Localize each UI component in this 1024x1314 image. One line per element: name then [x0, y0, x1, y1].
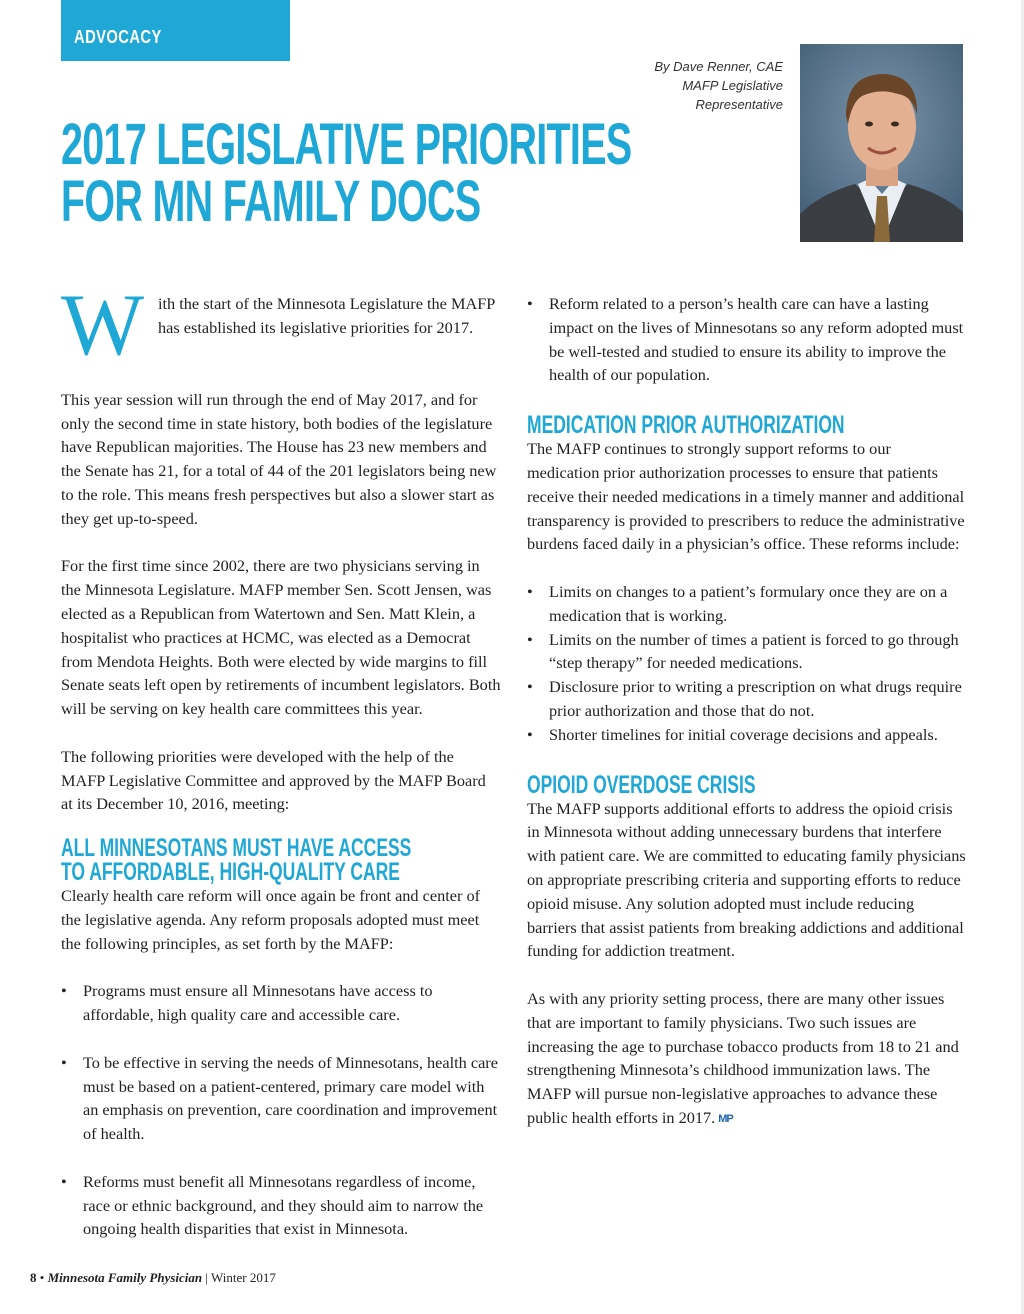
medication-bullets	[527, 580, 967, 747]
access-bullets	[61, 979, 501, 1241]
heading-access-line-1: ALL MINNESOTANS MUST HAVE ACCESS	[61, 834, 412, 863]
page-number: 8	[30, 1270, 37, 1285]
paragraph-reform: Clearly health care reform will once again be front and center of the legislative agenda. Any reform proposals adopted must meet the following principles, as set forth by the MAFP:	[61, 886, 481, 953]
magazine-title: Minnesota Family Physician	[47, 1270, 203, 1285]
paragraph-priorities: The following priorities were developed with the help of the MAFP Legislative Committee and approved by the MAFP Board at its December 10, 2016, meeting:	[61, 746, 486, 814]
list-item: • Disclosure prior to writing a prescription on what drugs require prior authorization and those that do not.	[527, 675, 967, 723]
byline	[654, 57, 783, 114]
paragraph-session: This year session will run through the end of May 2017, and for only the second time in state history, both bodies of the legislature have Republican majorities. The House has 23 new members and the Senate has 21, for a total of 44 of the 201 legislators being new to the role. This means fresh perspectives but also a slower start as they get up-to-speed.	[61, 389, 497, 528]
headline-line-2: FOR MN FAMILY DOCS	[61, 169, 481, 234]
list-item: • Reform related to a person’s health care can have a lasting impact on the lives of Minnesotans so any reform adopted must be well-tested and studied to ensure its ability to improve the health of our population.	[527, 292, 967, 387]
drop-cap: W	[61, 277, 145, 374]
paragraph-other-issues	[527, 987, 967, 1132]
headline-line-1: 2017 LEGISLATIVE PRIORITIES	[61, 112, 632, 177]
heading-medication: MEDICATION PRIOR AUTHORIZATION	[527, 411, 845, 440]
list-item: • Shorter timelines for initial coverage decisions and appeals.	[527, 723, 967, 747]
list-item: • To be effective in serving the needs of Minnesotans, health care must be based on a patient-centered, primary care model with an emphasis on prevention, care coordination and improvement of health.	[61, 1051, 501, 1146]
section-label: ADVOCACY	[74, 27, 162, 47]
paragraph-medication: The MAFP continues to strongly support reforms to our medication prior authorization processes to ensure that patients receive their needed medications in a timely manner and additional transparency is provided to prescribers to reduce the administrative burdens faced daily in a physician’s office. These reforms include:	[527, 439, 965, 554]
intro-text: ith the start of the Minnesota Legislature the MAFP has established its legislative priorities for 2017.	[158, 294, 495, 337]
page-footer	[30, 1270, 276, 1286]
list-item: • Limits on the number of times a patient is forced to go through “step therapy” for needed medications.	[527, 628, 967, 676]
heading-opioid: OPIOID OVERDOSE CRISIS	[527, 770, 756, 799]
section-tab	[61, 0, 290, 61]
reform-bullet	[527, 292, 967, 387]
heading-access-line-2: TO AFFORDABLE, HIGH-QUALITY CARE	[61, 858, 400, 887]
issue-date: Winter 2017	[211, 1270, 276, 1285]
right-column	[527, 292, 967, 1156]
list-item: • Reforms must benefit all Minnesotans regardless of income, race or ethnic background, and they should aim to narrow the ongoing health disparities that exist in Minnesota.	[61, 1170, 501, 1241]
headline	[61, 112, 632, 234]
paragraph-opioid: The MAFP supports additional efforts to address the opioid crisis in Minnesota without adding unnecessary burdens that interfere with patient care. We are committed to educating family physicians on appropriate prescribing criteria and supporting efforts to reduce opioid misuse. Any solution adopted must include reducing barriers that assist patients from breaking addictions and additional funding for addiction treatment.	[527, 798, 966, 961]
author-photo	[800, 44, 963, 242]
footer-separator: |	[205, 1270, 208, 1285]
left-column	[61, 277, 501, 1265]
byline-role-2: Representative	[695, 97, 783, 112]
paragraph-physicians: For the first time since 2002, there are two physicians serving in the Minnesota Legislature. MAFP member Sen. Scott Jensen, was elected as a Republican from Watertown and Sen. Matt Klein, a hospitalist who practices at HCMC, was elected as a Democrat from Mendota Heights. Both were elected by wide margins to fill Senate seats left open by retirements of incumbent legislators. Both will be serving on key health care committees this year.	[61, 556, 501, 719]
byline-author: By Dave Renner, CAE	[654, 59, 783, 74]
intro-paragraph	[61, 277, 501, 374]
footer-bullet: •	[39, 1270, 45, 1285]
heading-access	[61, 834, 412, 887]
byline-role: MAFP Legislative	[682, 78, 783, 93]
other-issues-text: As with any priority setting process, there are many other issues that are important to family physicians. Two such issues are increasing the age to purchase tobacco products from 18 to 21 and strengthening Minnesota’s childhood immunization laws. The MAFP will pursue non-legislative approaches to advance these public health efforts in 2017.	[527, 988, 959, 1127]
list-item: • Limits on changes to a patient’s formulary once they are on a medication that is working.	[527, 580, 967, 628]
mp-logo-icon: MP	[718, 1112, 733, 1125]
list-item: • Programs must ensure all Minnesotans have access to affordable, high quality care and accessible care.	[61, 979, 501, 1027]
